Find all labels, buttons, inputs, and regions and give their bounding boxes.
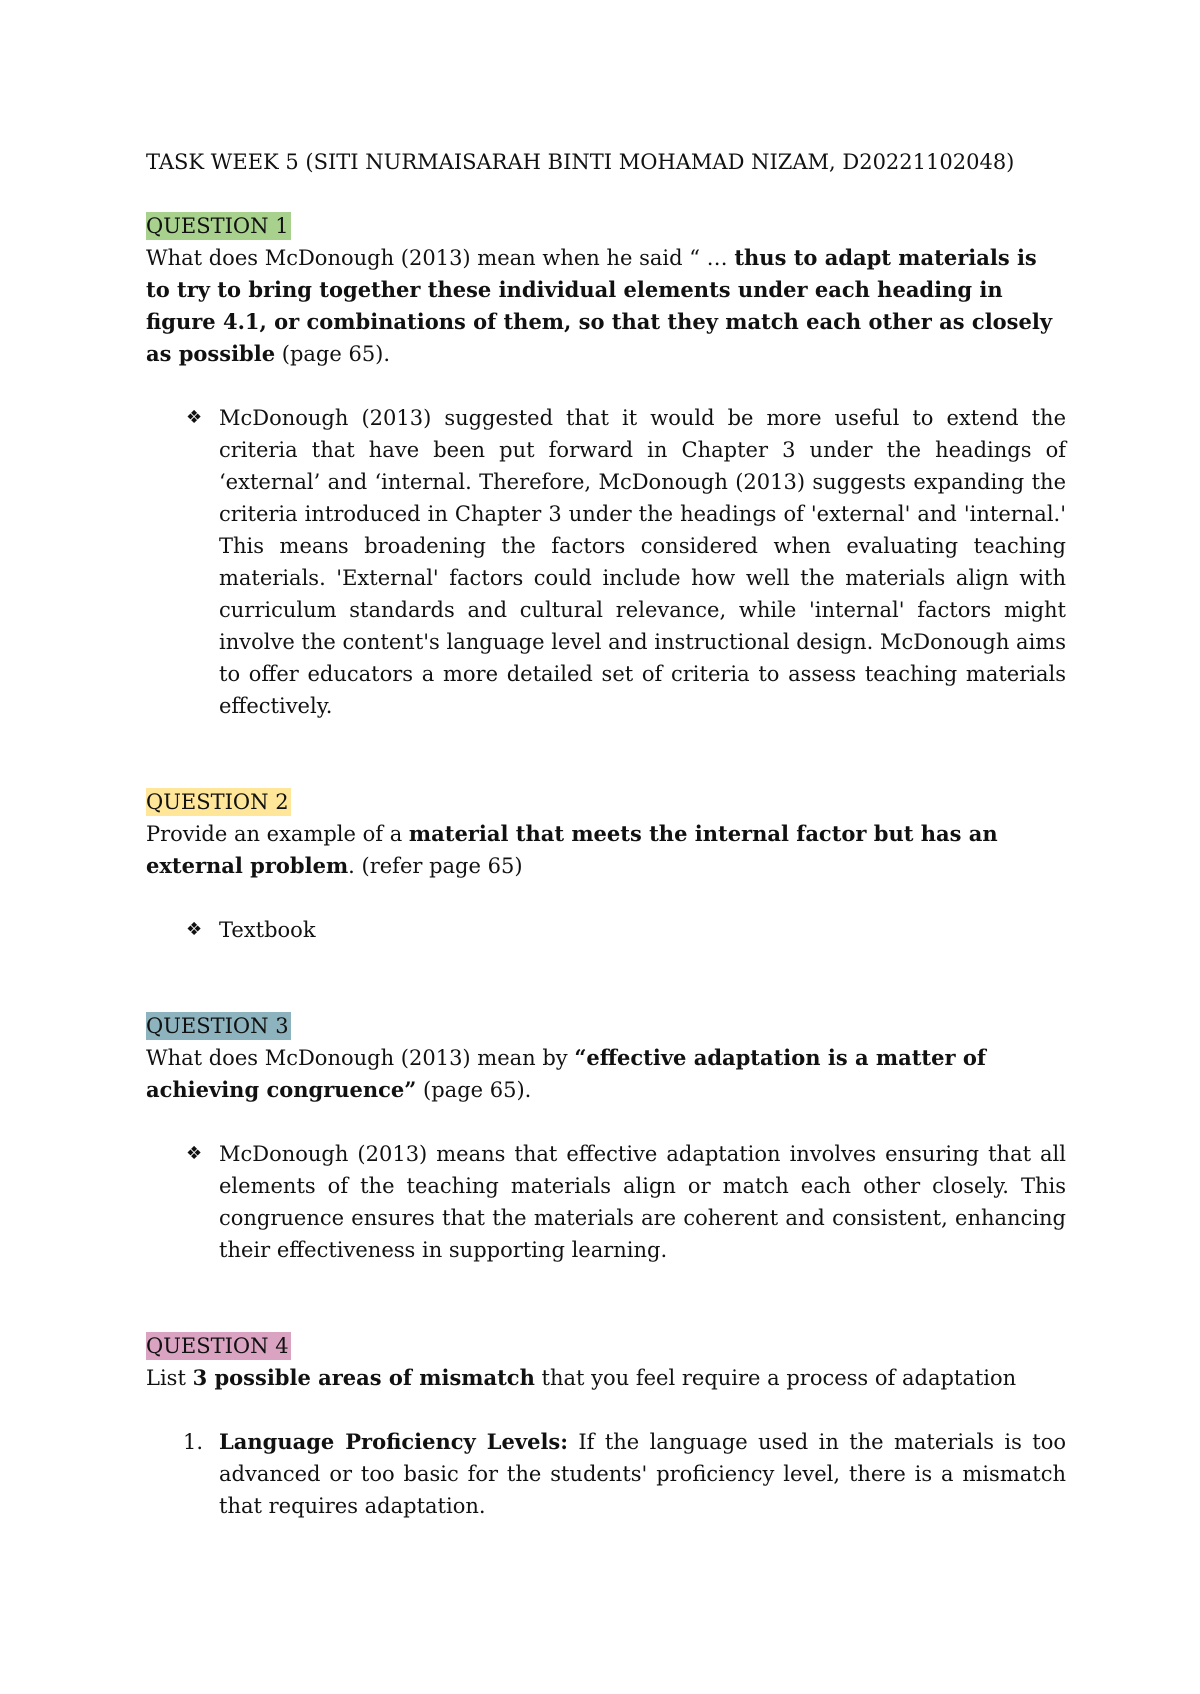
document-title: TASK WEEK 5 (SITI NURMAISARAH BINTI MOHAMAD NIZAM, D20221102048)	[146, 150, 1015, 174]
question-1-answer	[146, 402, 1066, 722]
question-1-prompt-start: What does McDonough (2013) mean when he said “ …	[146, 246, 735, 270]
question-4-prompt-end: that you feel require a process of adaptation	[534, 1366, 1017, 1390]
question-2-answer-text: Textbook	[219, 918, 316, 942]
document-page	[146, 146, 1066, 1522]
question-3-answer-text: McDonough (2013) means that effective adaptation involves ensuring that all elements of the teaching materials align or match each other closely. This congruence ensures that the materials are coherent and consistent, enhancing their effectiveness in supporting learning.	[219, 1142, 1066, 1262]
diamond-bullet-icon: ❖	[186, 1143, 203, 1164]
question-4-section	[146, 1330, 1066, 1522]
question-3-label: QUESTION 3	[146, 1014, 289, 1038]
question-4-prompt	[146, 1362, 1066, 1394]
question-2-answer	[146, 914, 1066, 946]
question-3-prompt-quote: “effective adaptation is a matter of achieving congruence”	[146, 1045, 986, 1102]
list-item-body: If the language used in the materials is too advanced or too basic for the students' proficiency level, there is a mismatch that requires adaptation.	[219, 1430, 1067, 1518]
question-2-prompt-end: . (refer page 65)	[348, 854, 523, 878]
question-2-prompt-start: Provide an example of a	[146, 822, 409, 846]
question-4-prompt-start: List	[146, 1366, 193, 1390]
question-2-label: QUESTION 2	[146, 790, 289, 814]
list-item-number: 1.	[183, 1430, 204, 1454]
question-3-prompt	[146, 1042, 1066, 1106]
question-2-section	[146, 786, 1066, 946]
question-1-prompt-end: (page 65).	[275, 342, 391, 366]
question-1-label: QUESTION 1	[146, 214, 289, 238]
list-item	[146, 1426, 1066, 1522]
list-item-text	[219, 1426, 1066, 1522]
diamond-bullet-icon: ❖	[186, 919, 203, 940]
question-2-prompt-bold: material that meets the internal factor but has an external problem	[146, 821, 998, 878]
question-2-prompt	[146, 818, 1066, 882]
question-4-prompt-bold: 3 possible areas of mismatch	[192, 1365, 535, 1390]
question-1-section	[146, 210, 1066, 722]
question-1-prompt-quote: thus to adapt materials is to try to bring together these individual elements under each heading in figure 4.1, or combinations of them, so that they match each other as closely as possible	[146, 245, 1053, 366]
question-1-answer-text: McDonough (2013) suggested that it would be more useful to extend the criteria that have been put forward in Chapter 3 under the headings of ‘external’ and ‘internal. Therefore, McDonough (2013) suggests expanding the criteria introduced in Chapter 3 under the headings of 'external' and 'internal.' This means broadening the factors considered when evaluating teaching materials. 'External' factors could include how well the materials align with curriculum standards and cultural relevance, while 'internal' factors might involve the content's language level and instructional design. McDonough aims to offer educators a more detailed set of criteria to assess teaching materials effectively.	[219, 406, 1066, 718]
question-3-prompt-end: (page 65).	[416, 1078, 532, 1102]
list-item-heading: Language Proficiency Levels:	[219, 1429, 569, 1454]
diamond-bullet-icon: ❖	[186, 407, 203, 428]
question-4-label: QUESTION 4	[146, 1334, 289, 1358]
question-3-section	[146, 1010, 1066, 1266]
question-3-prompt-start: What does McDonough (2013) mean by	[146, 1046, 575, 1070]
question-1-prompt	[146, 242, 1066, 370]
question-3-answer	[146, 1138, 1066, 1266]
